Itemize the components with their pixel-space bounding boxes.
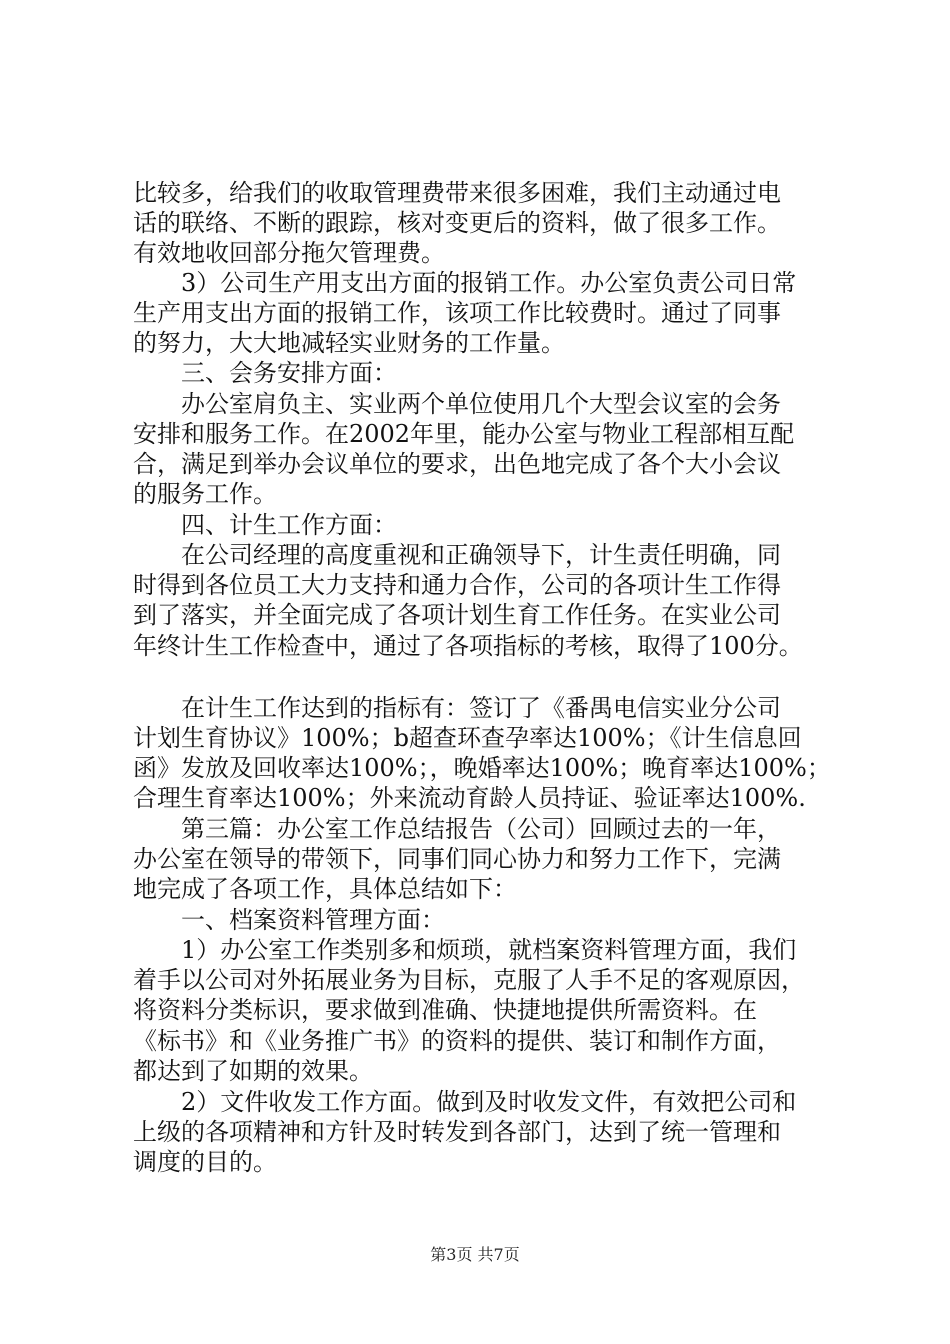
- text-line: 3）公司生产用支出方面的报销工作。办公室负责公司日常: [181, 269, 797, 297]
- page-number-footer: 第3页 共7页: [430, 1245, 520, 1264]
- text-line: 1）办公室工作类别多和烦琐，就档案资料管理方面，我们: [181, 936, 797, 964]
- text-line: 比较多，给我们的收取管理费带来很多困难，我们主动通过电: [133, 179, 781, 207]
- text-line: 安排和服务工作。在2002年里，能办公室与物业工程部相互配: [133, 420, 795, 448]
- text-line: 函》发放及回收率达100%；，晚婚率达100%；晚育率达100%；: [133, 754, 831, 782]
- text-line: 将资料分类标识，要求做到准确、快捷地提供所需资料。在: [133, 996, 757, 1024]
- text-line: 在公司经理的高度重视和正确领导下，计生责任明确，同: [181, 541, 781, 569]
- section-heading: 三、会务安排方面：: [181, 359, 397, 387]
- text-line: 都达到了如期的效果。: [133, 1057, 373, 1085]
- text-line: 《标书》和《业务推广书》的资料的提供、装订和制作方面，: [133, 1027, 781, 1055]
- text-line: 办公室肩负主、实业两个单位使用几个大型会议室的会务: [181, 390, 781, 418]
- text-line: 的努力，大大地减轻实业财务的工作量。: [133, 329, 565, 357]
- text-line: 调度的目的。: [133, 1148, 277, 1176]
- text-line: 话的联络、不断的跟踪，核对变更后的资料，做了很多工作。: [133, 209, 781, 237]
- text-line: 的服务工作。: [133, 480, 277, 508]
- text-line: 在计生工作达到的指标有：签订了《番禺电信实业分公司: [181, 694, 781, 722]
- text-line: 时得到各位员工大力支持和通力合作，公司的各项计生工作得: [133, 571, 781, 599]
- text-line: 年终计生工作检查中，通过了各项指标的考核，取得了100分。: [133, 632, 803, 660]
- text-line: 第三篇：办公室工作总结报告（公司）回顾过去的一年，: [181, 815, 781, 843]
- text-line: 办公室在领导的带领下，同事们同心协力和努力工作下，完满: [133, 845, 781, 873]
- text-line: 到了落实，并全面完成了各项计划生育工作任务。在实业公司: [133, 601, 781, 629]
- text-line: 合理生育率达100%；外来流动育龄人员持证、验证率达100%.: [133, 784, 806, 812]
- text-line: 生产用支出方面的报销工作，该项工作比较费时。通过了同事: [133, 299, 781, 327]
- section-heading: 四、计生工作方面：: [181, 511, 397, 539]
- text-line: 着手以公司对外拓展业务为目标，克服了人手不足的客观原因，: [133, 966, 805, 994]
- text-line: 2）文件收发工作方面。做到及时收发文件，有效把公司和: [181, 1088, 797, 1116]
- text-line: 有效地收回部分拖欠管理费。: [133, 239, 445, 267]
- text-line: 地完成了各项工作，具体总结如下：: [133, 875, 517, 903]
- text-line: 合，满足到举办会议单位的要求，出色地完成了各个大小会议: [133, 450, 781, 478]
- section-heading: 一、档案资料管理方面：: [181, 906, 445, 934]
- text-line: 计划生育协议》100%；b超查环查孕率达100%；《计生信息回: [133, 724, 802, 752]
- text-line: 上级的各项精神和方针及时转发到各部门，达到了统一管理和: [133, 1118, 781, 1146]
